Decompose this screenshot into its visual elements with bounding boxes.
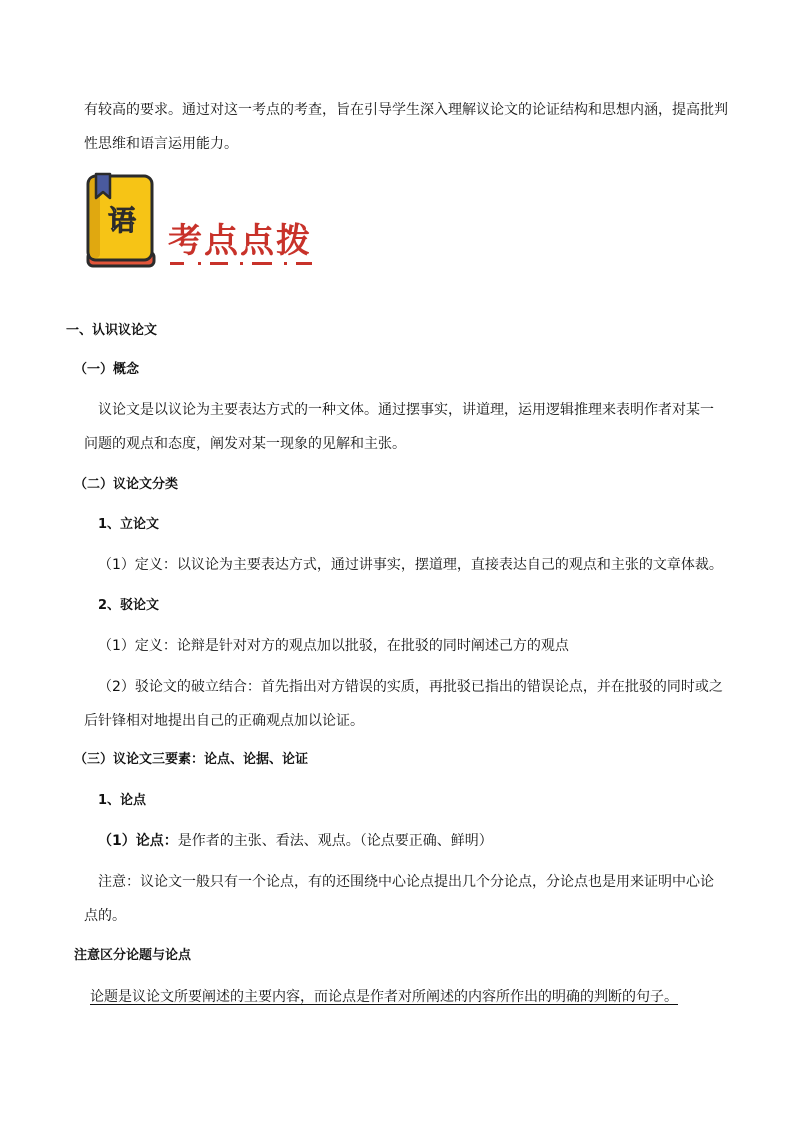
intro-line-2: 性思维和语言运用能力。 bbox=[84, 136, 238, 152]
intro-line-1: 有较高的要求。通过对这一考点的考查，旨在引导学生深入理解议论文的论证结构和思想内涵，提高批判 bbox=[84, 102, 728, 118]
item-heading-lilunwen: 1、立论文 bbox=[98, 517, 160, 532]
concept-paragraph-line-1: 议论文是以议论为主要表达方式的一种文体。通过摆事实，讲道理，运用逻辑推理来表明作者对某一 bbox=[98, 402, 714, 418]
lilunwen-definition: （1）定义：以议论为主要表达方式，通过讲事实，摆道理，直接表达自己的观点和主张的文章体裁。 bbox=[98, 557, 723, 573]
concept-paragraph-line-2: 问题的观点和态度，阐发对某一现象的见解和主张。 bbox=[84, 436, 406, 452]
note-line-2: 点的。 bbox=[84, 908, 126, 924]
item-heading-lundian: 1、论点 bbox=[98, 793, 147, 808]
bolunwen-point-2-line-1: （2）驳论文的破立结合：首先指出对方错误的实质，再批驳已指出的错误论点，并在批驳的同时或之 bbox=[98, 679, 723, 695]
bolunwen-point-2-line-2: 后针锋相对地提出自己的正确观点加以论证。 bbox=[84, 713, 364, 729]
subsection-heading-concept: （一）概念 bbox=[74, 362, 140, 377]
distinguish-heading: 注意区分论题与论点 bbox=[74, 948, 192, 963]
book-icon-char: 语 bbox=[107, 204, 137, 237]
subsection-heading-classification: （二）议论文分类 bbox=[74, 477, 179, 492]
title-underline-dashes bbox=[170, 262, 312, 265]
section-heading-1: 一、认识议论文 bbox=[66, 323, 158, 338]
banner-title: 考点点拨 bbox=[168, 221, 312, 261]
book-icon bbox=[84, 172, 324, 272]
section-banner bbox=[84, 172, 324, 272]
subsection-heading-three-elements: （三）议论文三要素：论点、论据、论证 bbox=[74, 752, 309, 767]
lundian-definition-label: （1）论点： bbox=[98, 833, 178, 849]
lundian-definition-text: 是作者的主张、看法、观点。（论点要正确、鲜明） bbox=[177, 833, 493, 849]
distinguish-text: 论题是议论文所要阐述的主要内容，而论点是作者对所阐述的内容所作出的明确的判断的句子。 bbox=[90, 989, 678, 1005]
item-heading-bolunwen: 2、驳论文 bbox=[98, 598, 160, 613]
note-line-1: 注意：议论文一般只有一个论点，有的还围绕中心论点提出几个分论点，分论点也是用来证明中心论 bbox=[98, 874, 714, 890]
bolunwen-definition: （1）定义：论辩是针对对方的观点加以批驳，在批驳的同时阐述己方的观点 bbox=[98, 638, 569, 654]
lundian-definition bbox=[98, 831, 493, 851]
